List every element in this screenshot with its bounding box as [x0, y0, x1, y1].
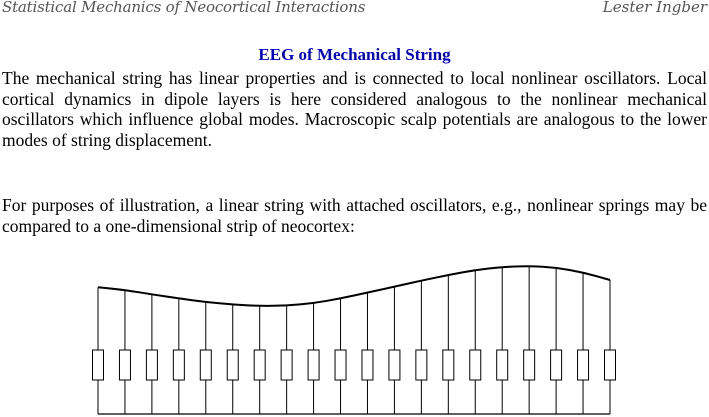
oscillator-box — [605, 350, 616, 380]
oscillator-box — [443, 350, 454, 380]
oscillator-box — [470, 350, 481, 380]
string-oscillator-figure — [0, 262, 709, 417]
header-left-title: Statistical Mechanics of Neocortical Interactions — [2, 0, 366, 16]
oscillator-box — [578, 350, 589, 380]
running-header — [2, 0, 707, 16]
paragraph-1: The mechanical string has linear properties and is connected to local nonlinear oscillators. Local cortical dynamics in dipole layers is here considered analogous to the nonlinear mechanical oscillators which influence global modes. Macroscopic scalp potentials are analogous to the lower modes of string displacement. — [2, 68, 707, 150]
slide-title: EEG of Mechanical String — [258, 45, 451, 64]
paragraph-2: For purposes of illustration, a linear string with attached oscillators, e.g., nonlinear springs may be compared to a one-dimensional strip of neocortex: — [2, 195, 707, 236]
string-curve — [98, 266, 610, 306]
oscillator-box — [254, 350, 265, 380]
oscillator-box — [362, 350, 373, 380]
oscillator-box — [497, 350, 508, 380]
header-author: Lester Ingber — [602, 0, 707, 16]
oscillator-box — [93, 350, 104, 380]
oscillator-box — [308, 350, 319, 380]
oscillator-box — [146, 350, 157, 380]
oscillator-box — [119, 350, 130, 380]
oscillator-box — [551, 350, 562, 380]
oscillator-box — [173, 350, 184, 380]
oscillator-box — [416, 350, 427, 380]
oscillator-box — [335, 350, 346, 380]
oscillator-box — [389, 350, 400, 380]
oscillator-box — [200, 350, 211, 380]
oscillator-box — [227, 350, 238, 380]
oscillator-box — [524, 350, 535, 380]
oscillator-box — [281, 350, 292, 380]
